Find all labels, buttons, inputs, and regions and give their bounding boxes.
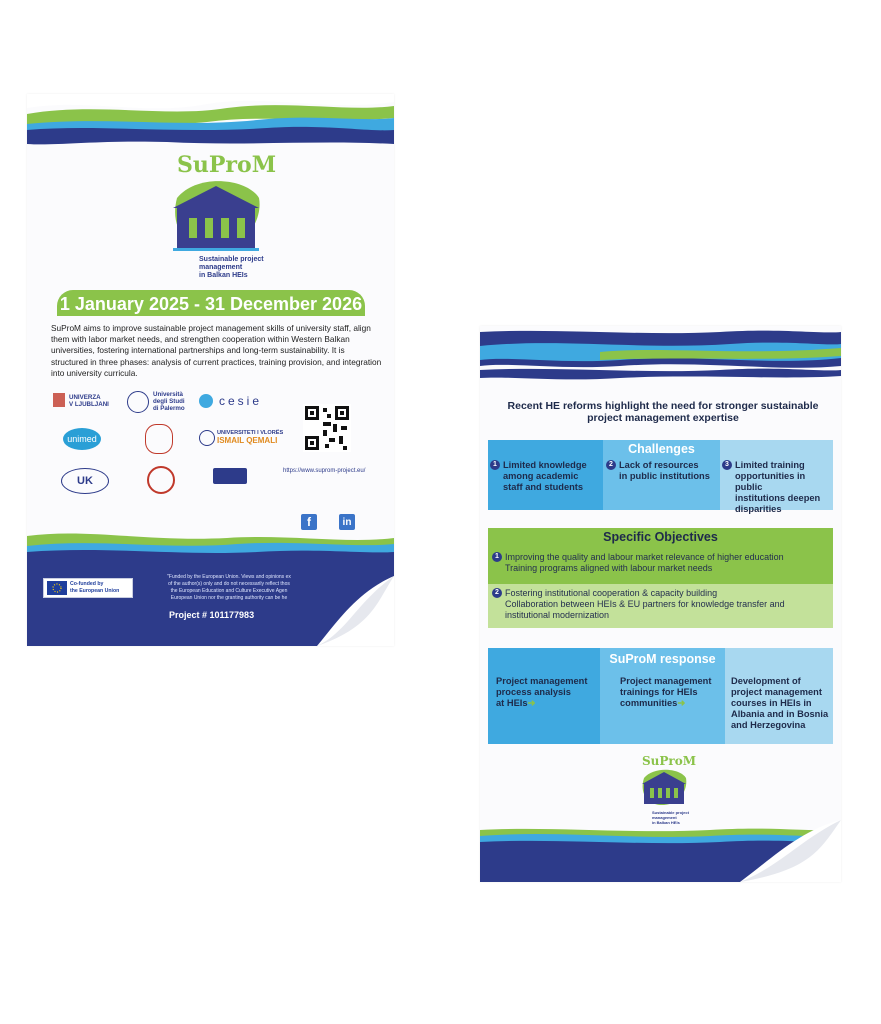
building-logo-icon bbox=[167, 178, 263, 256]
challenge-item-1: 1 Limited knowledge among academic staff and students bbox=[490, 460, 602, 493]
partner-sum-logo bbox=[213, 468, 247, 484]
response-item-3: Development of project management courses in HEIs in Albania and in Bosnia and Herzegovina bbox=[731, 676, 829, 730]
number-badge: 1 bbox=[490, 460, 500, 470]
building-logo-small-icon bbox=[638, 768, 688, 808]
website-link[interactable]: https://www.suprom-project.eu/ bbox=[283, 468, 366, 474]
response-item-1: Project management process analysis at HEIs➜ bbox=[496, 676, 588, 708]
partner-crest-icon bbox=[145, 424, 173, 454]
headline: Recent HE reforms highlight the need for stronger sustainable project management expertise bbox=[507, 400, 819, 424]
eu-flag-icon bbox=[47, 581, 67, 595]
bottom-wave-decoration bbox=[480, 820, 841, 882]
challenge-item-2: 2 Lack of resources in public institutions bbox=[606, 460, 720, 482]
number-badge: 3 bbox=[722, 460, 732, 470]
cesie-figure-icon bbox=[199, 394, 213, 408]
challenges-title: Challenges bbox=[628, 442, 695, 456]
ljubljana-crest-icon bbox=[53, 393, 65, 407]
number-badge: 2 bbox=[492, 588, 502, 598]
flyer-back bbox=[480, 326, 841, 882]
arrow-icon: ➜ bbox=[677, 698, 686, 708]
partner-seal-icon bbox=[147, 466, 175, 494]
partner-uk-logo: UK bbox=[61, 468, 109, 494]
challenge-item-3: 3 Limited training opportunities in public institutions deepen disparities bbox=[722, 460, 832, 515]
partner-palermo-logo: Università degli Studi di Palermo bbox=[127, 391, 207, 413]
logo-wordmark-small: SuProM bbox=[642, 754, 697, 768]
partner-unimed-logo: unimed bbox=[63, 428, 101, 450]
top-wave-decoration bbox=[27, 94, 394, 154]
logo-tagline-small: Sustainable project management in Balkan HEIs bbox=[652, 810, 689, 825]
top-wave-decoration bbox=[480, 326, 841, 386]
number-badge: 2 bbox=[606, 460, 616, 470]
response-item-2: Project management trainings for HEIs communities➜ bbox=[620, 676, 712, 708]
facebook-icon[interactable]: f bbox=[301, 514, 317, 530]
project-dates-banner: 1 January 2025 - 31 December 2026 bbox=[57, 290, 365, 316]
partner-vlore-logo: UNIVERSITETI I VLORËS ISMAIL QEMALI bbox=[199, 430, 309, 448]
partner-ljubljana-logo: UNIVERZA V LJUBLJANI bbox=[53, 392, 133, 410]
logo-wordmark: SuProM bbox=[177, 152, 277, 178]
response-title: SuProM response bbox=[609, 652, 716, 666]
arrow-icon: ➜ bbox=[527, 698, 536, 708]
vlore-seal-icon bbox=[199, 430, 215, 446]
intro-paragraph: SuProM aims to improve sustainable project management skills of university staff, align them with labor market needs, and strengthen cooperation within Western Balkan universities, fostering international partnerships and long-term sustainability. It is structured in three phases: analysis of current practices, training provision, and integration into university curricula. bbox=[51, 323, 382, 378]
qr-code-icon[interactable] bbox=[303, 404, 351, 452]
partner-cesie-logo: cesie bbox=[199, 394, 279, 412]
eu-cofunded-badge: Co-funded by the European Union bbox=[43, 578, 133, 598]
number-badge: 1 bbox=[492, 552, 502, 562]
objectives-title: Specific Objectives bbox=[603, 530, 718, 544]
logo-tagline: Sustainable project management in Balkan HEIs bbox=[199, 256, 264, 279]
linkedin-icon[interactable]: in bbox=[339, 514, 355, 530]
objective-item-2: 2 Fostering institutional cooperation & capacity building Collaboration between HEIs & EU partners for knowledge transfer and institutional modernization bbox=[492, 588, 832, 621]
objective-item-1: 1 Improving the quality and labour market relevance of higher education Training programs aligned with labour market needs bbox=[492, 552, 832, 574]
funding-disclaimer: "Funded by the European Union. Views and opinions ex of the author(s) only and do not necessarily reflect thos the European Education and Culture Executive Agen European Union nor the granting authority can be he bbox=[167, 574, 291, 601]
palermo-seal-icon bbox=[127, 391, 149, 413]
flyer-front bbox=[27, 94, 394, 646]
project-number: Project # 101177983 bbox=[169, 610, 255, 620]
